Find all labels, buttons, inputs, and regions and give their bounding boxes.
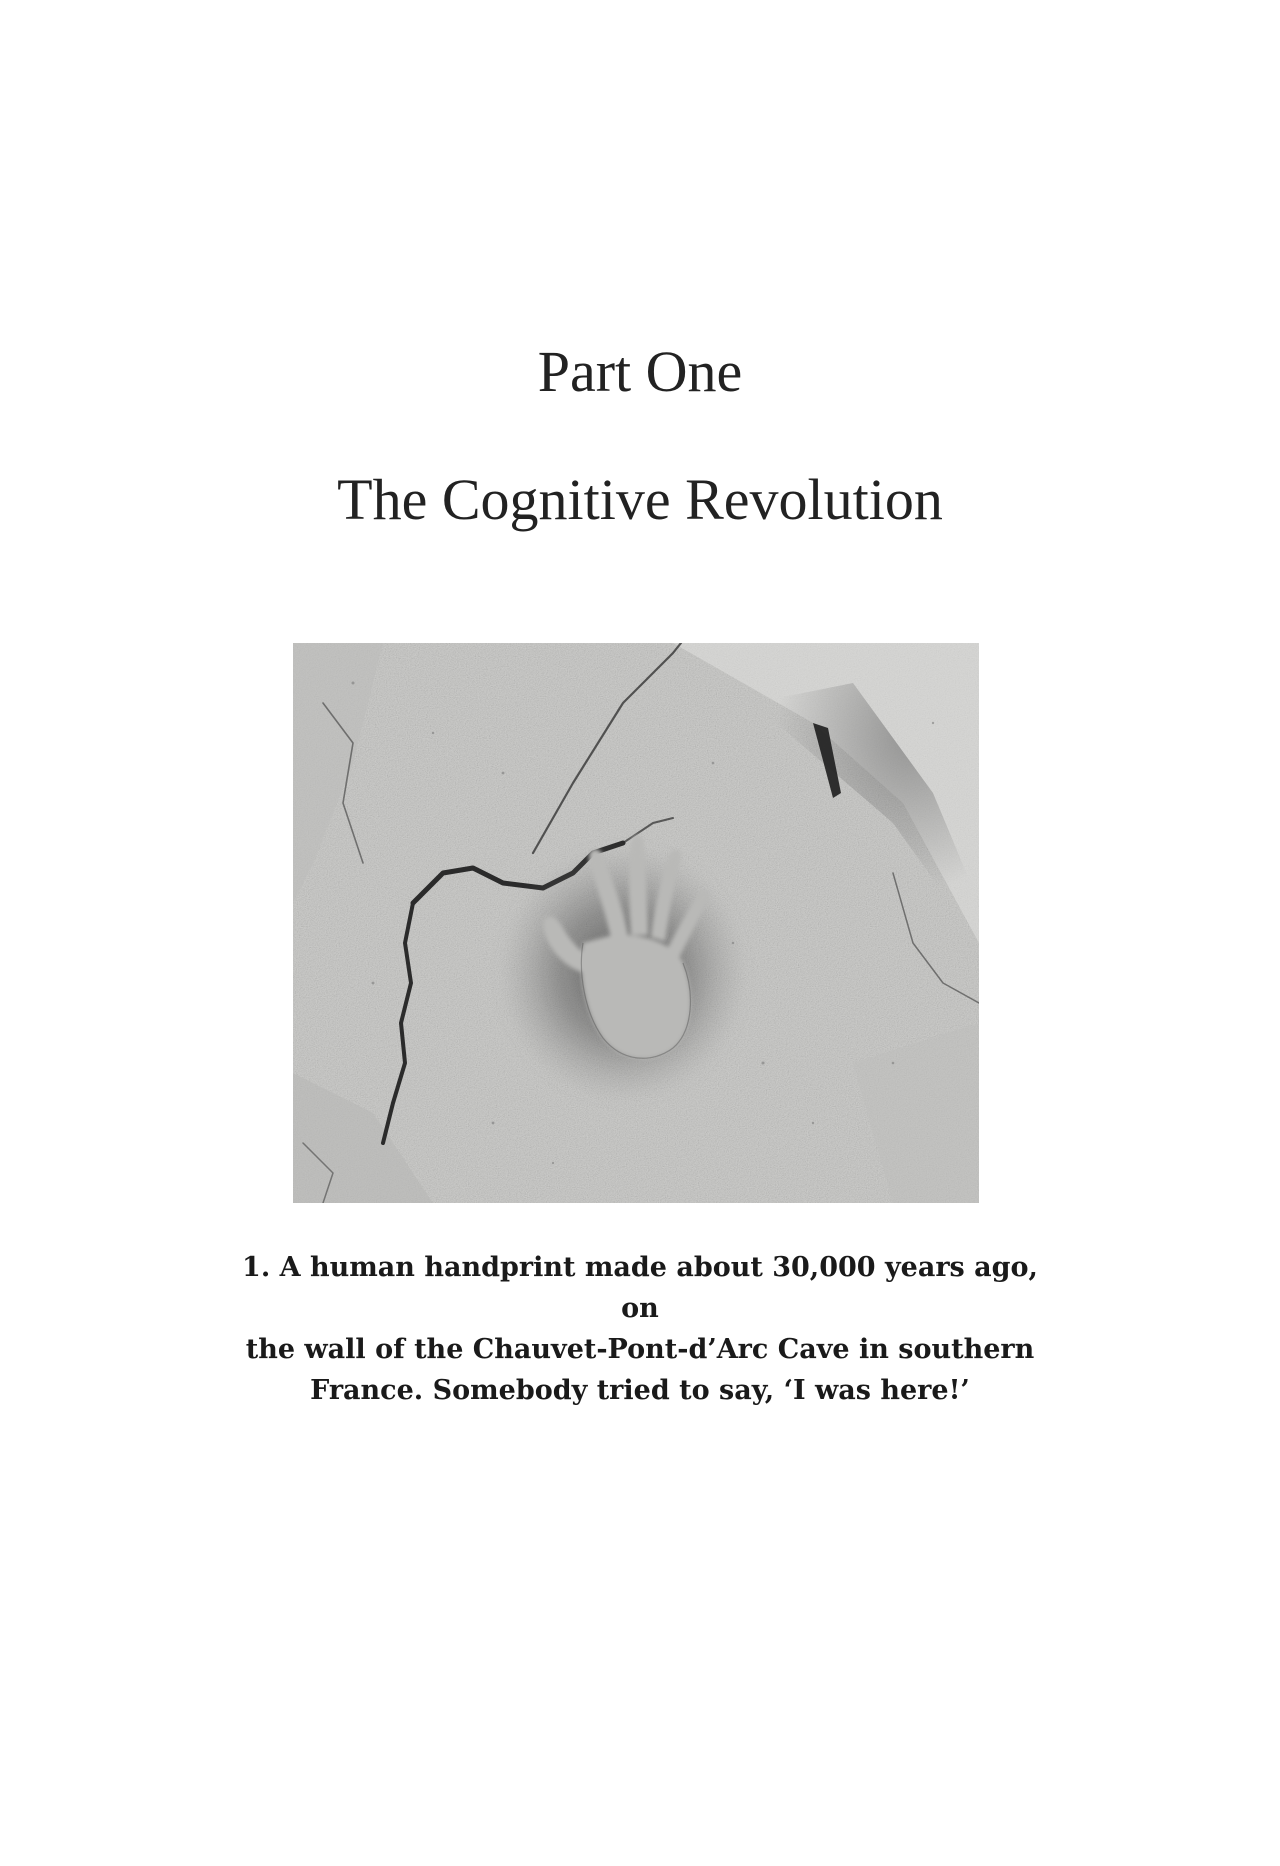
caption-line-3: France. Somebody tried to say, ‘I was here!’ — [310, 1375, 970, 1406]
figure-caption — [230, 1247, 1050, 1411]
part-label: Part One — [537, 339, 743, 404]
cave-wall-image — [293, 643, 979, 1203]
handprint-photo — [293, 643, 979, 1203]
caption-line-1: 1. A human handprint made about 30,000 years ago, on — [242, 1252, 1038, 1324]
part-title: The Cognitive Revolution — [337, 467, 943, 532]
caption-line-2: the wall of the Chauvet-Pont-d’Arc Cave in southern — [245, 1334, 1035, 1365]
